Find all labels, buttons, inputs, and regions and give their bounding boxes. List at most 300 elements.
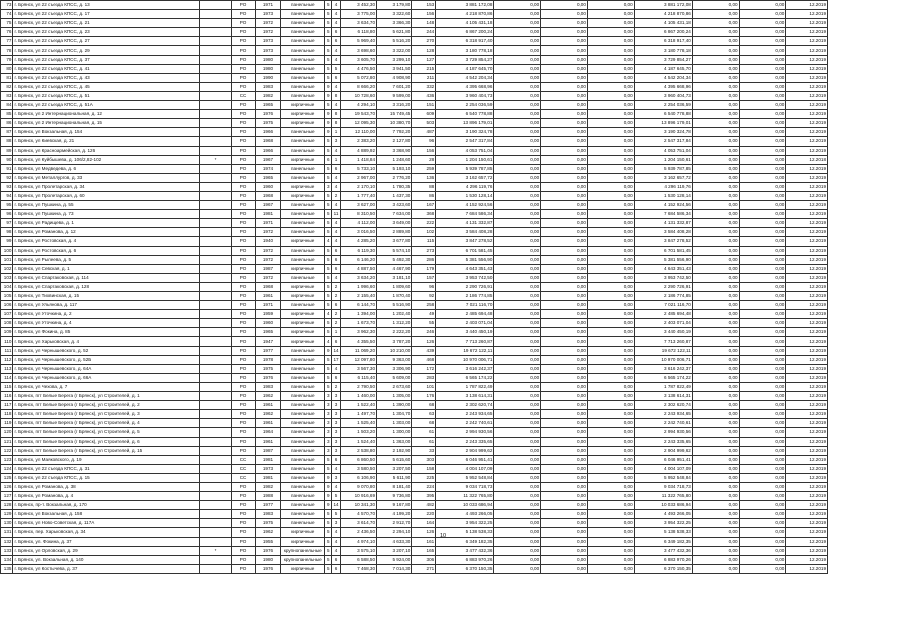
cell-mat: кирпичные (281, 537, 325, 546)
cell-sum: 10 033 686,94 (436, 501, 494, 510)
cell-mat: кирпичные (281, 564, 325, 573)
cell-en: 4 (332, 219, 340, 228)
cell-z3: 0,00 (587, 437, 634, 446)
cell-z4: 0,00 (692, 337, 739, 346)
cell-addr: г. Брянск, ул Чехова, д. 7 (13, 382, 200, 391)
cell-addr: г. Брянск, ул 22 съезда КПСС, д. 17 (13, 10, 200, 19)
cell-sum: 2 302 620,74 (436, 401, 494, 410)
cell-n: 89 (1, 146, 13, 155)
cell-sum: 2 403 071,04 (436, 319, 494, 328)
cell-a2: 1 304,70 (377, 410, 412, 419)
cell-a1: 12 097,80 (340, 355, 376, 364)
cell-year: 1988 (255, 492, 281, 501)
cell-en: 8 (332, 91, 340, 100)
cell-sum2: 3 954 322,25 (634, 519, 692, 528)
cell-date: 12.2019 (786, 437, 828, 446)
cell-a2: 3 306,90 (377, 364, 412, 373)
cell-z4: 0,00 (692, 164, 739, 173)
cell-res: 126 (412, 337, 436, 346)
cell-z2: 0,00 (541, 73, 588, 82)
cell-mat: панельные (281, 73, 325, 82)
cell-sum: 3 960 404,73 (436, 91, 494, 100)
cell-addr: г. Брянск, пр-т. Вокзальная, д. 170 (13, 501, 200, 510)
cell-year: 1967 (255, 201, 281, 210)
cell-n: 119 (1, 419, 13, 428)
cell-addr: г. Брянск, ул Орловская, д. 29 (13, 546, 200, 555)
cell-a1: 1 524,40 (340, 437, 376, 446)
cell-z3: 0,00 (587, 37, 634, 46)
cell-year: 1972 (255, 28, 281, 37)
cell-type: РО (231, 482, 255, 491)
cell-fl: 5 (325, 564, 332, 573)
cell-en: 6 (332, 337, 340, 346)
cell-sum: 4 395 668,96 (436, 82, 494, 91)
cell-z4: 0,00 (692, 410, 739, 419)
cell-z1: 0,00 (494, 419, 541, 428)
cell-z2: 0,00 (541, 455, 588, 464)
cell-a1: 2 538,80 (340, 446, 376, 455)
cell-z1: 0,00 (494, 510, 541, 519)
cell-en: 3 (332, 392, 340, 401)
cell-year: 1964 (255, 428, 281, 437)
cell-mark (200, 446, 231, 455)
cell-mat: панельные (281, 64, 325, 73)
cell-a1: 6 146,20 (340, 255, 376, 264)
cell-date: 12.2019 (786, 1, 828, 10)
cell-sum2: 3 180 778,18 (634, 46, 692, 55)
cell-a1: 1 418,84 (340, 155, 376, 164)
cell-n: 95 (1, 201, 13, 210)
cell-mark (200, 101, 231, 110)
cell-en: 5 (332, 510, 340, 519)
cell-sum: 11 322 765,80 (436, 492, 494, 501)
cell-sum2: 5 381 556,90 (634, 255, 692, 264)
cell-z4: 0,00 (692, 191, 739, 200)
cell-date: 12.2019 (786, 292, 828, 301)
cell-sum2: 4 542 204,34 (634, 73, 692, 82)
cell-date: 12.2019 (786, 228, 828, 237)
cell-a1: 1 460,00 (340, 392, 376, 401)
cell-fl: 9 (325, 91, 332, 100)
cell-en: 3 (332, 519, 340, 528)
table-row (1, 155, 828, 164)
cell-n: 122 (1, 446, 13, 455)
cell-n: 104 (1, 282, 13, 291)
cell-addr: г. Брянск, ул 22 съезда КПСС, д. 51А (13, 101, 200, 110)
cell-year: 1982 (255, 91, 281, 100)
cell-en: 14 (332, 346, 340, 355)
cell-res: 273 (412, 246, 436, 255)
cell-z3: 0,00 (587, 410, 634, 419)
cell-z5: 0,00 (739, 46, 786, 55)
cell-type: РО (231, 191, 255, 200)
cell-res: 179 (412, 264, 436, 273)
cell-type: РО (231, 492, 255, 501)
cell-z2: 0,00 (541, 228, 588, 237)
cell-en: 17 (332, 355, 340, 364)
cell-n: 112 (1, 355, 13, 364)
cell-addr: г. Брянск, ул Радищева, д. 1 (13, 219, 200, 228)
cell-sum2: 2 243 934,65 (634, 410, 692, 419)
cell-z3: 0,00 (587, 555, 634, 564)
cell-year: 1977 (255, 501, 281, 510)
cell-res: 153 (412, 1, 436, 10)
cell-mat: панельные (281, 510, 325, 519)
cell-n: 88 (1, 137, 13, 146)
cell-z4: 0,00 (692, 264, 739, 273)
cell-year: 1959 (255, 310, 281, 319)
cell-z1: 0,00 (494, 119, 541, 128)
cell-mat: кирпичные (281, 155, 325, 164)
cell-fl: 3 (325, 419, 332, 428)
cell-a1: 1 996,60 (340, 282, 376, 291)
cell-date: 12.2019 (786, 19, 828, 28)
cell-date: 12.2019 (786, 210, 828, 219)
cell-a1: 8 666,20 (340, 82, 376, 91)
cell-z1: 0,00 (494, 482, 541, 491)
cell-z3: 0,00 (587, 337, 634, 346)
cell-mark (200, 410, 231, 419)
cell-en: 4 (332, 10, 340, 19)
cell-a1: 12 110,00 (340, 128, 376, 137)
cell-mat: панельные (281, 146, 325, 155)
cell-mark (200, 510, 231, 519)
cell-mat: панельные (281, 482, 325, 491)
cell-z5: 0,00 (739, 510, 786, 519)
cell-z3: 0,00 (587, 46, 634, 55)
cell-addr: г. Брянск, ул Костычева, д. 37 (13, 564, 200, 573)
cell-z4: 0,00 (692, 128, 739, 137)
cell-z2: 0,00 (541, 555, 588, 564)
cell-res: 244 (412, 28, 436, 37)
cell-year: 1973 (255, 10, 281, 19)
cell-year: 1972 (255, 228, 281, 237)
cell-mark (200, 64, 231, 73)
cell-mat: панельные (281, 428, 325, 437)
cell-addr: г. Брянск, ул 22 съезда КПСС, д. 51 (13, 91, 200, 100)
cell-n: 107 (1, 310, 13, 319)
cell-res: 395 (412, 492, 436, 501)
cell-en: 3 (332, 401, 340, 410)
cell-year: 1961 (255, 419, 281, 428)
cell-date: 12.2019 (786, 328, 828, 337)
cell-n: 100 (1, 246, 13, 255)
cell-mat: панельные (281, 492, 325, 501)
table-row (1, 19, 828, 28)
cell-z2: 0,00 (541, 28, 588, 37)
cell-sum2: 2 254 036,59 (634, 101, 692, 110)
cell-fl: 5 (325, 64, 332, 73)
cell-a2: 2 294,10 (377, 528, 412, 537)
cell-a2: 5 611,90 (377, 473, 412, 482)
cell-sum: 7 713 260,87 (436, 337, 494, 346)
cell-z2: 0,00 (541, 101, 588, 110)
cell-sum2: 3 440 450,19 (634, 328, 692, 337)
cell-addr: г. Брянск, ул 22 съезда КПСС, д. 23 (13, 28, 200, 37)
cell-sum2: 2 547 317,84 (634, 137, 692, 146)
cell-type: РО (231, 246, 255, 255)
cell-date: 12.2019 (786, 182, 828, 191)
cell-sum: 4 643 351,43 (436, 264, 494, 273)
table-row (1, 510, 828, 519)
cell-mark (200, 46, 231, 55)
cell-mark (200, 182, 231, 191)
cell-date: 12.2019 (786, 528, 828, 537)
cell-z4: 0,00 (692, 492, 739, 501)
cell-en: 4 (332, 101, 340, 110)
cell-date: 12.2019 (786, 355, 828, 364)
cell-a1: 12 095,30 (340, 119, 376, 128)
cell-z5: 0,00 (739, 110, 786, 119)
cell-mark (200, 392, 231, 401)
cell-sum: 2 547 317,84 (436, 137, 494, 146)
cell-n: 83 (1, 91, 13, 100)
cell-z1: 0,00 (494, 201, 541, 210)
cell-fl: 5 (325, 273, 332, 282)
cell-sum: 6 883 970,26 (436, 555, 494, 564)
cell-mark (200, 455, 231, 464)
cell-z2: 0,00 (541, 501, 588, 510)
cell-en: 11 (332, 210, 340, 219)
cell-type: РО (231, 1, 255, 10)
cell-addr: г. Брянск, ул 2 Интернациональная, д. 12 (13, 110, 200, 119)
cell-mat: кирпичные (281, 191, 325, 200)
cell-z2: 0,00 (541, 182, 588, 191)
cell-z1: 0,00 (494, 1, 541, 10)
cell-z3: 0,00 (587, 128, 634, 137)
cell-n: 101 (1, 255, 13, 264)
cell-mat: панельные (281, 28, 325, 37)
cell-sum2: 2 242 740,61 (634, 419, 692, 428)
cell-date: 12.2019 (786, 191, 828, 200)
cell-addr: г. Брянск, пгт Белые Берега (г Брянск), ул Строителей, д. 3 (13, 410, 200, 419)
cell-mat: панельные (281, 401, 325, 410)
cell-addr: г. Брянск, ул Чернышевского, д. 52Б (13, 355, 200, 364)
cell-mark (200, 264, 231, 273)
cell-n: 128 (1, 501, 13, 510)
cell-n: 135 (1, 564, 13, 573)
cell-type: РО (231, 155, 255, 164)
cell-sum: 1 204 150,61 (436, 155, 494, 164)
cell-z3: 0,00 (587, 110, 634, 119)
table-row (1, 355, 828, 364)
cell-z5: 0,00 (739, 382, 786, 391)
cell-z2: 0,00 (541, 282, 588, 291)
cell-a1: 4 294,10 (340, 101, 376, 110)
cell-fl: 5 (325, 319, 332, 328)
cell-addr: г. Брянск, ул Фокина, д. 85 (13, 328, 200, 337)
cell-addr: г. Брянск, ул Пушкина, д. 73 (13, 210, 200, 219)
cell-en: 6 (332, 455, 340, 464)
cell-fl: 9 (325, 119, 332, 128)
cell-fl: 9 (325, 82, 332, 91)
cell-addr: г. Брянск, ул 22 съезда КПСС, д. 21 (13, 19, 200, 28)
cell-fl: 5 (325, 555, 332, 564)
cell-fl: 4 (325, 310, 332, 319)
cell-fl: 5 (325, 537, 332, 546)
cell-fl: 5 (325, 10, 332, 19)
cell-a1: 5 969,40 (340, 37, 376, 46)
cell-sum: 13 896 179,01 (436, 119, 494, 128)
cell-z4: 0,00 (692, 1, 739, 10)
cell-a2: 9 167,80 (377, 501, 412, 510)
cell-z2: 0,00 (541, 492, 588, 501)
cell-sum2: 2 485 694,48 (634, 310, 692, 319)
cell-mark (200, 537, 231, 546)
cell-a2: 9 363,00 (377, 355, 412, 364)
cell-date: 12.2019 (786, 82, 828, 91)
cell-n: 120 (1, 428, 13, 437)
cell-z5: 0,00 (739, 355, 786, 364)
cell-fl: 5 (325, 246, 332, 255)
cell-type: РО (231, 182, 255, 191)
cell-mark (200, 319, 231, 328)
cell-fl: 3 (325, 437, 332, 446)
table-row (1, 219, 828, 228)
cell-a2: 7 601,20 (377, 82, 412, 91)
cell-sum2: 2 186 774,85 (634, 292, 692, 301)
cell-date: 12.2019 (786, 101, 828, 110)
cell-z1: 0,00 (494, 110, 541, 119)
cell-z3: 0,00 (587, 346, 634, 355)
cell-fl: 5 (325, 355, 332, 364)
cell-addr: г. Брянск, ул Харьковская, д. 4 (13, 337, 200, 346)
cell-year: 1972 (255, 246, 281, 255)
cell-sum2: 4 493 266,05 (634, 510, 692, 519)
cell-z1: 0,00 (494, 564, 541, 573)
cell-en: 4 (332, 482, 340, 491)
cell-a1: 3 580,50 (340, 464, 376, 473)
cell-n: 86 (1, 119, 13, 128)
cell-z5: 0,00 (739, 182, 786, 191)
cell-addr: г. Брянск, ул Вокзальная, д. 158 (13, 510, 200, 519)
cell-addr: г. Брянск, пгт Белые Берега (г Брянск), ул Строителей, д. 1 (13, 392, 200, 401)
cell-sum2: 6 318 917,40 (634, 37, 692, 46)
table-row (1, 537, 828, 546)
cell-sum: 3 953 742,50 (436, 273, 494, 282)
cell-mat: панельные (281, 201, 325, 210)
cell-n: 75 (1, 19, 13, 28)
cell-date: 12.2019 (786, 173, 828, 182)
cell-date: 12.2019 (786, 273, 828, 282)
cell-z2: 0,00 (541, 55, 588, 64)
table-row (1, 173, 828, 182)
cell-z4: 0,00 (692, 46, 739, 55)
cell-a2: 2 776,20 (377, 173, 412, 182)
cell-fl: 5 (325, 510, 332, 519)
cell-addr: г. Брянск, ул 22 съезда КПСС, д. 45 (13, 82, 200, 91)
cell-type: РО (231, 346, 255, 355)
cell-en: 4 (332, 537, 340, 546)
cell-date: 12.2019 (786, 319, 828, 328)
cell-type: РО (231, 510, 255, 519)
cell-z1: 0,00 (494, 364, 541, 373)
cell-a2: 4 908,90 (377, 73, 412, 82)
cell-z1: 0,00 (494, 292, 541, 301)
cell-z2: 0,00 (541, 292, 588, 301)
cell-mark (200, 337, 231, 346)
cell-mat: панельные (281, 210, 325, 219)
cell-z3: 0,00 (587, 119, 634, 128)
cell-fl: 5 (325, 264, 332, 273)
cell-mat: панельные (281, 10, 325, 19)
cell-n: 80 (1, 64, 13, 73)
cell-z2: 0,00 (541, 510, 588, 519)
cell-z4: 0,00 (692, 373, 739, 382)
cell-z1: 0,00 (494, 164, 541, 173)
cell-type: РО (231, 228, 255, 237)
cell-date: 12.2019 (786, 510, 828, 519)
cell-z3: 0,00 (587, 301, 634, 310)
cell-a2: 1 300,00 (377, 428, 412, 437)
cell-sum2: 7 021 116,70 (634, 301, 692, 310)
cell-n: 94 (1, 191, 13, 200)
cell-z3: 0,00 (587, 228, 634, 237)
cell-mat: панельные (281, 446, 325, 455)
cell-year: 1981 (255, 473, 281, 482)
cell-mark (200, 528, 231, 537)
cell-year: 1980 (255, 555, 281, 564)
cell-mat: панельные (281, 410, 325, 419)
cell-type: РО (231, 137, 255, 146)
cell-a1: 10 341,30 (340, 501, 376, 510)
cell-sum2: 4 105 431,18 (634, 19, 692, 28)
table-row (1, 28, 828, 37)
cell-n: 115 (1, 382, 13, 391)
cell-year: 1965 (255, 101, 281, 110)
cell-n: 126 (1, 482, 13, 491)
cell-z3: 0,00 (587, 446, 634, 455)
cell-en: 5 (332, 492, 340, 501)
cell-en: 4 (332, 273, 340, 282)
cell-sum2: 6 370 150,35 (634, 564, 692, 573)
cell-sum2: 3 881 172,08 (634, 1, 692, 10)
cell-en: 4 (332, 1, 340, 10)
cell-a2: 10 210,00 (377, 346, 412, 355)
cell-en: 6 (332, 73, 340, 82)
cell-type: РО (231, 201, 255, 210)
cell-date: 12.2019 (786, 382, 828, 391)
cell-date: 12.2019 (786, 482, 828, 491)
cell-type: РО (231, 10, 255, 19)
cell-date: 12.2019 (786, 201, 828, 210)
cell-sum: 7 021 116,70 (436, 301, 494, 310)
cell-z3: 0,00 (587, 164, 634, 173)
cell-sum: 9 034 718,73 (436, 482, 494, 491)
cell-a1: 6 860,50 (340, 455, 376, 464)
table-row (1, 91, 828, 100)
cell-date: 12.2019 (786, 410, 828, 419)
cell-en: 6 (332, 246, 340, 255)
cell-res: 148 (412, 19, 436, 28)
cell-z3: 0,00 (587, 137, 634, 146)
cell-a1: 19 543,70 (340, 110, 376, 119)
cell-z3: 0,00 (587, 501, 634, 510)
cell-mat: кирпичные (281, 292, 325, 301)
cell-mark (200, 128, 231, 137)
cell-en: 6 (332, 164, 340, 173)
cell-res: 468 (412, 355, 436, 364)
cell-addr: г. Брянск, ул Севская, д. 1 (13, 264, 200, 273)
table-row (1, 337, 828, 346)
cell-res: 96 (412, 137, 436, 146)
cell-mark (200, 346, 231, 355)
cell-mat: панельные (281, 219, 325, 228)
cell-date: 12.2019 (786, 55, 828, 64)
cell-addr: г. Брянск, ул 22 съезда КПСС, д. 37 (13, 55, 200, 64)
cell-z2: 0,00 (541, 37, 588, 46)
cell-res: 303 (412, 455, 436, 464)
